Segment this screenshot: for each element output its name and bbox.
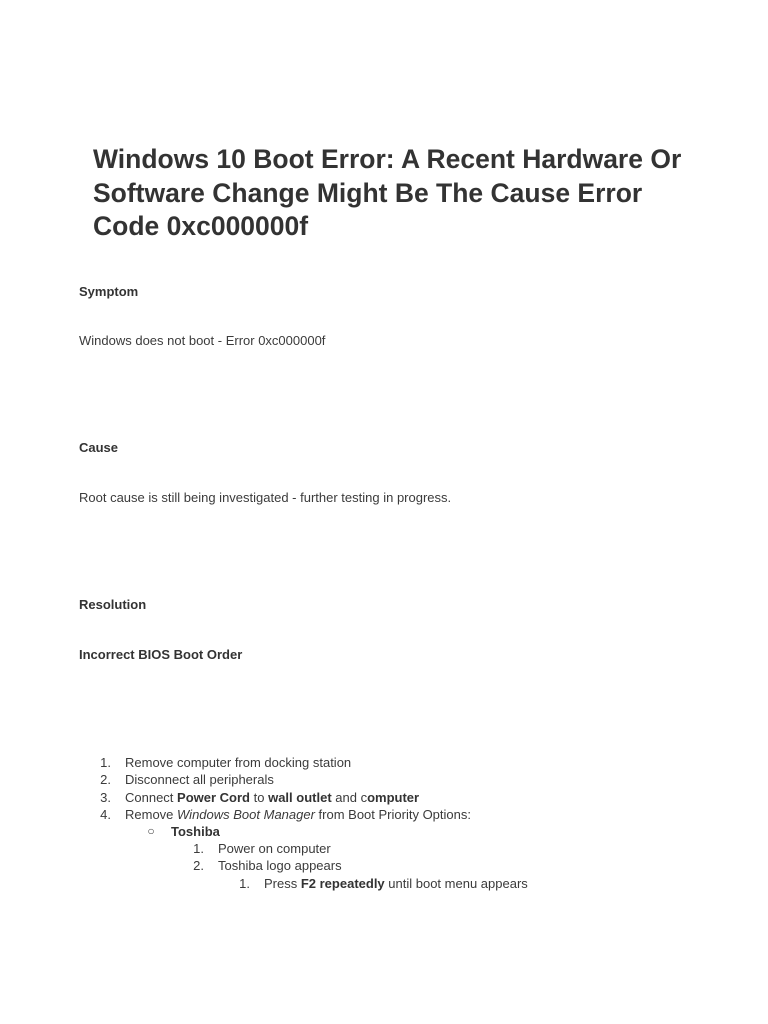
bold-computer: omputer bbox=[367, 790, 420, 805]
step-1-text: Remove computer from docking station bbox=[125, 755, 352, 770]
bold-f2-repeatedly: F2 repeatedly bbox=[300, 876, 385, 891]
list-marker: 1. bbox=[239, 876, 250, 891]
toshiba-subsub-1-text: Press F2 repeatedly until boot menu appears bbox=[264, 876, 528, 891]
cause-text: Root cause is still being investigated - further testing in progress. bbox=[79, 490, 452, 505]
list-marker: 2. bbox=[100, 772, 111, 787]
toshiba-sub-1-text: Power on computer bbox=[218, 841, 331, 856]
list-marker: 4. bbox=[100, 807, 111, 822]
cause-heading: Cause bbox=[79, 440, 119, 455]
resolution-subheading: Incorrect BIOS Boot Order bbox=[79, 647, 243, 662]
list-marker: 2. bbox=[193, 858, 204, 873]
list-marker: 3. bbox=[100, 790, 111, 805]
hollow-bullet-icon: ○ bbox=[147, 824, 155, 838]
step-4-text: Remove Windows Boot Manager from Boot Priority Options: bbox=[125, 807, 471, 822]
toshiba-sub-2-text: Toshiba logo appears bbox=[218, 858, 342, 873]
step-2-text: Disconnect all peripherals bbox=[125, 772, 274, 787]
step-3-text: Connect Power Cord to wall outlet and computer bbox=[125, 790, 420, 805]
list-marker: 1. bbox=[193, 841, 204, 856]
toshiba-label: Toshiba bbox=[171, 824, 220, 839]
italic-windows-boot-manager: Windows Boot Manager bbox=[177, 807, 315, 822]
symptom-text: Windows does not boot - Error 0xc000000f bbox=[79, 333, 326, 348]
resolution-heading: Resolution bbox=[79, 597, 147, 612]
document-title: Windows 10 Boot Error: A Recent Hardware Or Software Change Might Be The Cause Error Code 0xc000000f bbox=[93, 144, 682, 241]
bold-wall-outlet: wall outlet bbox=[268, 790, 332, 805]
bold-power-cord: Power Cord bbox=[177, 790, 251, 805]
list-marker: 1. bbox=[100, 755, 111, 770]
symptom-heading: Symptom bbox=[79, 284, 139, 299]
